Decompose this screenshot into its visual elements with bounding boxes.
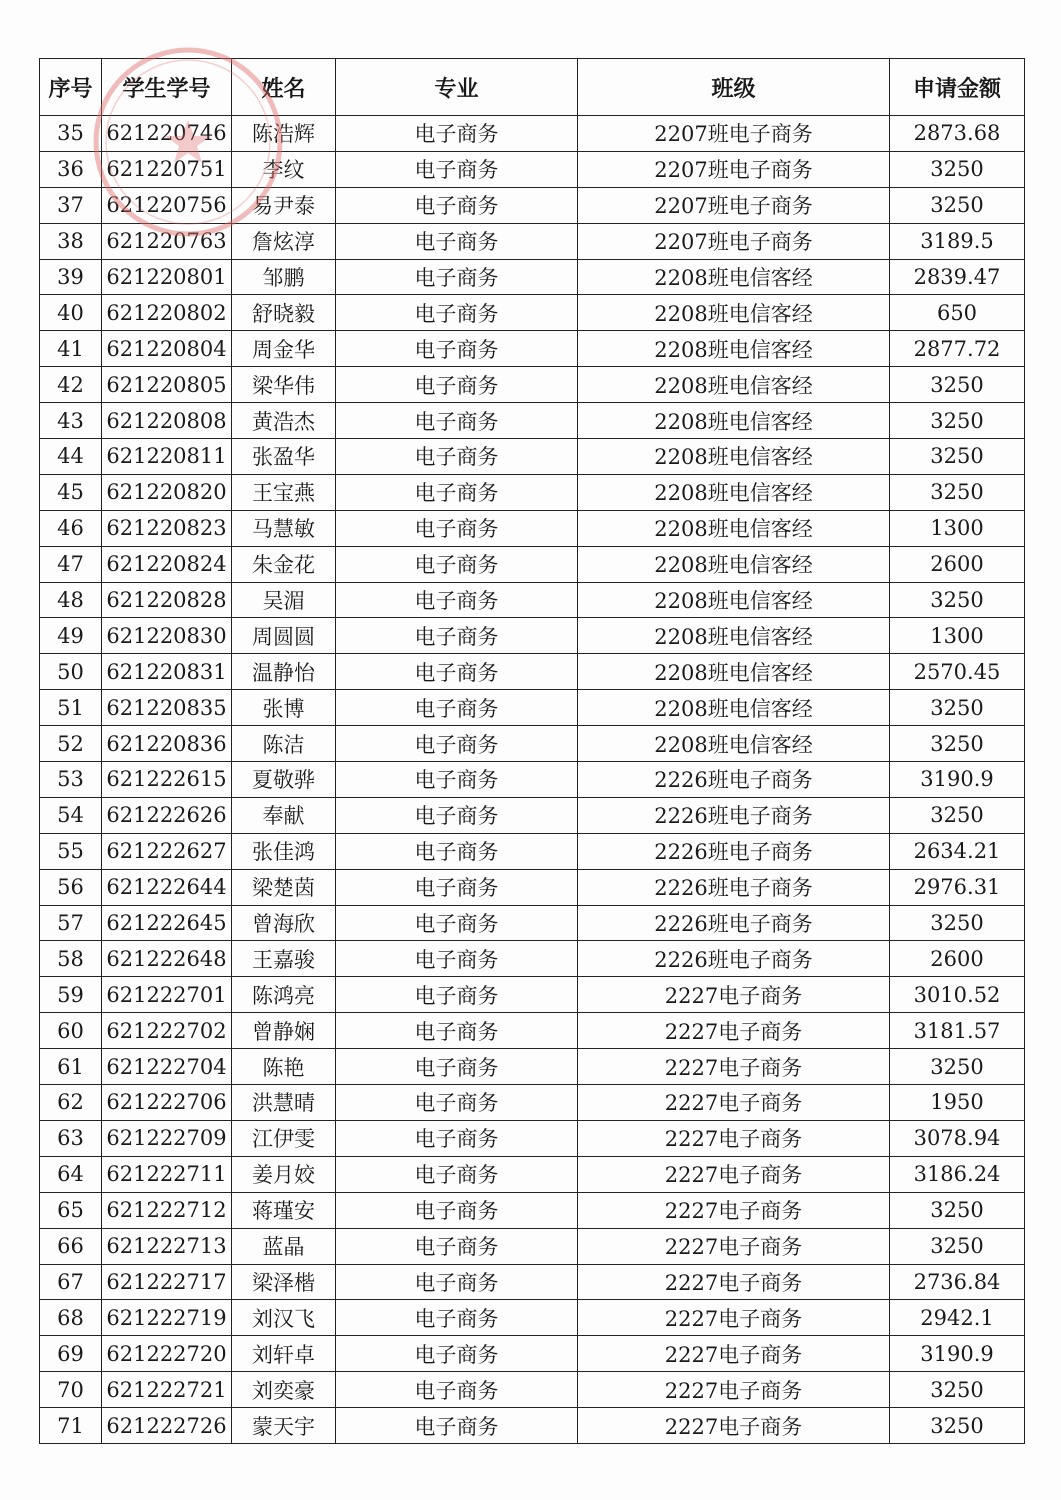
- cell-major: 电子商务: [336, 403, 578, 439]
- table-row: [40, 510, 1025, 546]
- cell-student-id: 621222713: [102, 1228, 232, 1264]
- table-row: [40, 1049, 1025, 1085]
- cell-class: 2227电子商务: [578, 1408, 890, 1444]
- cell-student-id: 621220835: [102, 690, 232, 726]
- header-major: 专业: [336, 59, 578, 116]
- table-row: [40, 187, 1025, 223]
- cell-student-id: 621222711: [102, 1156, 232, 1192]
- table-row: [40, 295, 1025, 331]
- cell-class: 2208班电信客经: [578, 582, 890, 618]
- table-row: [40, 259, 1025, 295]
- cell-student-id: 621220805: [102, 367, 232, 403]
- cell-amount: 3250: [890, 797, 1025, 833]
- cell-major: 电子商务: [336, 1013, 578, 1049]
- cell-index: 52: [40, 726, 102, 762]
- cell-amount: 2942.1: [890, 1300, 1025, 1336]
- cell-class: 2208班电信客经: [578, 546, 890, 582]
- cell-student-id: 621220830: [102, 618, 232, 654]
- cell-amount: 3250: [890, 905, 1025, 941]
- cell-index: 53: [40, 762, 102, 798]
- cell-class: 2226班电子商务: [578, 833, 890, 869]
- cell-major: 电子商务: [336, 762, 578, 798]
- cell-class: 2227电子商务: [578, 1085, 890, 1121]
- cell-index: 54: [40, 797, 102, 833]
- cell-student-id: 621220802: [102, 295, 232, 331]
- cell-index: 38: [40, 223, 102, 259]
- cell-class: 2208班电信客经: [578, 618, 890, 654]
- cell-student-id: 621220808: [102, 403, 232, 439]
- cell-student-id: 621222719: [102, 1300, 232, 1336]
- table-row: [40, 797, 1025, 833]
- table-row: [40, 1264, 1025, 1300]
- cell-amount: 3250: [890, 1192, 1025, 1228]
- cell-index: 63: [40, 1120, 102, 1156]
- cell-index: 47: [40, 546, 102, 582]
- cell-amount: 2600: [890, 941, 1025, 977]
- cell-student-id: 621222717: [102, 1264, 232, 1300]
- cell-amount: 2976.31: [890, 869, 1025, 905]
- cell-major: 电子商务: [336, 869, 578, 905]
- header-row: [40, 59, 1025, 116]
- cell-student-id: 621220831: [102, 654, 232, 690]
- table-row: [40, 116, 1025, 152]
- cell-major: 电子商务: [336, 510, 578, 546]
- cell-student-id: 621222644: [102, 869, 232, 905]
- cell-student-id: 621220763: [102, 223, 232, 259]
- table-row: [40, 1408, 1025, 1444]
- cell-amount: 3250: [890, 690, 1025, 726]
- cell-class: 2227电子商务: [578, 1013, 890, 1049]
- cell-index: 60: [40, 1013, 102, 1049]
- cell-amount: 3250: [890, 367, 1025, 403]
- cell-class: 2207班电子商务: [578, 116, 890, 152]
- cell-major: 电子商务: [336, 223, 578, 259]
- cell-class: 2227电子商务: [578, 1372, 890, 1408]
- cell-class: 2227电子商务: [578, 1336, 890, 1372]
- cell-amount: 3250: [890, 1408, 1025, 1444]
- cell-amount: 3250: [890, 1372, 1025, 1408]
- cell-class: 2227电子商务: [578, 1300, 890, 1336]
- cell-student-id: 621222645: [102, 905, 232, 941]
- cell-class: 2226班电子商务: [578, 797, 890, 833]
- table-row: [40, 151, 1025, 187]
- cell-index: 57: [40, 905, 102, 941]
- cell-class: 2227电子商务: [578, 1156, 890, 1192]
- table-row: [40, 941, 1025, 977]
- cell-major: 电子商务: [336, 1336, 578, 1372]
- cell-amount: 3250: [890, 187, 1025, 223]
- cell-class: 2207班电子商务: [578, 187, 890, 223]
- cell-major: 电子商务: [336, 439, 578, 475]
- cell-major: 电子商务: [336, 1120, 578, 1156]
- cell-major: 电子商务: [336, 941, 578, 977]
- cell-major: 电子商务: [336, 833, 578, 869]
- cell-student-id: 621220756: [102, 187, 232, 223]
- cell-major: 电子商务: [336, 1085, 578, 1121]
- cell-name: 刘轩卓: [232, 1336, 336, 1372]
- table-row: [40, 1336, 1025, 1372]
- cell-index: 59: [40, 977, 102, 1013]
- cell-name: 洪慧晴: [232, 1085, 336, 1121]
- cell-index: 39: [40, 259, 102, 295]
- cell-name: 吴湄: [232, 582, 336, 618]
- table-row: [40, 1228, 1025, 1264]
- cell-index: 41: [40, 331, 102, 367]
- cell-class: 2208班电信客经: [578, 331, 890, 367]
- table-row: [40, 474, 1025, 510]
- cell-amount: 3250: [890, 403, 1025, 439]
- cell-name: 陈鸿亮: [232, 977, 336, 1013]
- cell-amount: 3186.24: [890, 1156, 1025, 1192]
- cell-class: 2226班电子商务: [578, 941, 890, 977]
- cell-class: 2227电子商务: [578, 1264, 890, 1300]
- cell-name: 梁泽楷: [232, 1264, 336, 1300]
- cell-student-id: 621222709: [102, 1120, 232, 1156]
- table-row: [40, 1300, 1025, 1336]
- cell-student-id: 621220801: [102, 259, 232, 295]
- cell-index: 65: [40, 1192, 102, 1228]
- table-header: [40, 59, 1025, 116]
- cell-name: 梁华伟: [232, 367, 336, 403]
- cell-name: 陈洁: [232, 726, 336, 762]
- cell-index: 48: [40, 582, 102, 618]
- cell-student-id: 621220836: [102, 726, 232, 762]
- cell-name: 王嘉骏: [232, 941, 336, 977]
- table-row: [40, 403, 1025, 439]
- cell-name: 温静怡: [232, 654, 336, 690]
- cell-name: 江伊雯: [232, 1120, 336, 1156]
- table-row: [40, 977, 1025, 1013]
- cell-class: 2208班电信客经: [578, 654, 890, 690]
- table-row: [40, 223, 1025, 259]
- table-row: [40, 654, 1025, 690]
- cell-student-id: 621220811: [102, 439, 232, 475]
- cell-major: 电子商务: [336, 187, 578, 223]
- cell-name: 陈浩辉: [232, 116, 336, 152]
- table-row: [40, 762, 1025, 798]
- cell-name: 张佳鸿: [232, 833, 336, 869]
- cell-major: 电子商务: [336, 1408, 578, 1444]
- table-row: [40, 1013, 1025, 1049]
- cell-class: 2208班电信客经: [578, 403, 890, 439]
- cell-index: 55: [40, 833, 102, 869]
- table-row: [40, 331, 1025, 367]
- cell-class: 2227电子商务: [578, 1049, 890, 1085]
- cell-class: 2227电子商务: [578, 1192, 890, 1228]
- table-row: [40, 546, 1025, 582]
- cell-major: 电子商务: [336, 1300, 578, 1336]
- cell-name: 姜月姣: [232, 1156, 336, 1192]
- table-row: [40, 905, 1025, 941]
- cell-amount: 3250: [890, 1049, 1025, 1085]
- cell-index: 51: [40, 690, 102, 726]
- cell-index: 56: [40, 869, 102, 905]
- cell-major: 电子商务: [336, 1372, 578, 1408]
- cell-index: 49: [40, 618, 102, 654]
- cell-index: 42: [40, 367, 102, 403]
- cell-name: 朱金花: [232, 546, 336, 582]
- cell-major: 电子商务: [336, 654, 578, 690]
- cell-index: 68: [40, 1300, 102, 1336]
- cell-index: 40: [40, 295, 102, 331]
- cell-index: 71: [40, 1408, 102, 1444]
- header-student-id: 学生学号: [102, 59, 232, 116]
- cell-name: 张博: [232, 690, 336, 726]
- table-row: [40, 726, 1025, 762]
- cell-student-id: 621222701: [102, 977, 232, 1013]
- header-amount: 申请金额: [890, 59, 1025, 116]
- cell-name: 李纹: [232, 151, 336, 187]
- cell-index: 66: [40, 1228, 102, 1264]
- cell-amount: 2634.21: [890, 833, 1025, 869]
- table-row: [40, 690, 1025, 726]
- cell-name: 王宝燕: [232, 474, 336, 510]
- cell-amount: 1300: [890, 618, 1025, 654]
- cell-class: 2227电子商务: [578, 1228, 890, 1264]
- cell-major: 电子商务: [336, 116, 578, 152]
- table-row: [40, 618, 1025, 654]
- table-row: [40, 1156, 1025, 1192]
- cell-amount: 3250: [890, 439, 1025, 475]
- cell-amount: 3190.9: [890, 1336, 1025, 1372]
- header-class: 班级: [578, 59, 890, 116]
- cell-major: 电子商务: [336, 905, 578, 941]
- cell-class: 2227电子商务: [578, 1120, 890, 1156]
- cell-student-id: 621222702: [102, 1013, 232, 1049]
- cell-class: 2208班电信客经: [578, 510, 890, 546]
- cell-index: 69: [40, 1336, 102, 1372]
- cell-student-id: 621222648: [102, 941, 232, 977]
- cell-student-id: 621222721: [102, 1372, 232, 1408]
- table-row: [40, 582, 1025, 618]
- cell-name: 张盈华: [232, 439, 336, 475]
- cell-major: 电子商务: [336, 1228, 578, 1264]
- cell-amount: 2839.47: [890, 259, 1025, 295]
- cell-index: 50: [40, 654, 102, 690]
- cell-major: 电子商务: [336, 1264, 578, 1300]
- cell-major: 电子商务: [336, 726, 578, 762]
- table-row: [40, 1372, 1025, 1408]
- cell-name: 詹炫淳: [232, 223, 336, 259]
- cell-name: 蒋瑾安: [232, 1192, 336, 1228]
- cell-student-id: 621222720: [102, 1336, 232, 1372]
- cell-amount: 2570.45: [890, 654, 1025, 690]
- cell-major: 电子商务: [336, 1192, 578, 1228]
- cell-class: 2227电子商务: [578, 977, 890, 1013]
- cell-amount: 3250: [890, 726, 1025, 762]
- student-list-table: [39, 58, 1025, 1444]
- table-row: [40, 833, 1025, 869]
- table-body: [40, 116, 1025, 1444]
- cell-name: 夏敬骅: [232, 762, 336, 798]
- cell-name: 刘汉飞: [232, 1300, 336, 1336]
- cell-name: 舒晓毅: [232, 295, 336, 331]
- cell-major: 电子商务: [336, 690, 578, 726]
- cell-amount: 2600: [890, 546, 1025, 582]
- cell-index: 46: [40, 510, 102, 546]
- cell-index: 70: [40, 1372, 102, 1408]
- cell-student-id: 621220804: [102, 331, 232, 367]
- cell-student-id: 621222615: [102, 762, 232, 798]
- cell-name: 奉献: [232, 797, 336, 833]
- cell-class: 2208班电信客经: [578, 367, 890, 403]
- cell-major: 电子商务: [336, 546, 578, 582]
- cell-class: 2208班电信客经: [578, 295, 890, 331]
- cell-amount: 3190.9: [890, 762, 1025, 798]
- cell-amount: 3250: [890, 474, 1025, 510]
- cell-index: 64: [40, 1156, 102, 1192]
- cell-class: 2208班电信客经: [578, 726, 890, 762]
- cell-index: 45: [40, 474, 102, 510]
- table-row: [40, 869, 1025, 905]
- cell-name: 易尹泰: [232, 187, 336, 223]
- cell-index: 43: [40, 403, 102, 439]
- cell-name: 曾静娴: [232, 1013, 336, 1049]
- header-index: 序号: [40, 59, 102, 116]
- cell-index: 35: [40, 116, 102, 152]
- cell-name: 马慧敏: [232, 510, 336, 546]
- cell-name: 黄浩杰: [232, 403, 336, 439]
- cell-class: 2208班电信客经: [578, 474, 890, 510]
- cell-index: 44: [40, 439, 102, 475]
- cell-class: 2207班电子商务: [578, 151, 890, 187]
- cell-major: 电子商务: [336, 977, 578, 1013]
- cell-amount: 2877.72: [890, 331, 1025, 367]
- cell-class: 2208班电信客经: [578, 690, 890, 726]
- table-row: [40, 1120, 1025, 1156]
- cell-student-id: 621222706: [102, 1085, 232, 1121]
- cell-student-id: 621220828: [102, 582, 232, 618]
- cell-major: 电子商务: [336, 367, 578, 403]
- cell-major: 电子商务: [336, 1049, 578, 1085]
- cell-name: 刘奕豪: [232, 1372, 336, 1408]
- table-row: [40, 1085, 1025, 1121]
- header-name: 姓名: [232, 59, 336, 116]
- cell-student-id: 621220820: [102, 474, 232, 510]
- cell-amount: 3010.52: [890, 977, 1025, 1013]
- cell-class: 2207班电子商务: [578, 223, 890, 259]
- cell-class: 2226班电子商务: [578, 869, 890, 905]
- cell-student-id: 621222726: [102, 1408, 232, 1444]
- cell-major: 电子商务: [336, 151, 578, 187]
- cell-major: 电子商务: [336, 797, 578, 833]
- cell-student-id: 621220751: [102, 151, 232, 187]
- cell-name: 邹鹏: [232, 259, 336, 295]
- cell-name: 曾海欣: [232, 905, 336, 941]
- cell-student-id: 621222704: [102, 1049, 232, 1085]
- cell-major: 电子商务: [336, 618, 578, 654]
- cell-amount: 3250: [890, 1228, 1025, 1264]
- cell-student-id: 621220823: [102, 510, 232, 546]
- table-row: [40, 367, 1025, 403]
- cell-class: 2226班电子商务: [578, 762, 890, 798]
- cell-index: 62: [40, 1085, 102, 1121]
- cell-class: 2226班电子商务: [578, 905, 890, 941]
- cell-amount: 3078.94: [890, 1120, 1025, 1156]
- cell-index: 37: [40, 187, 102, 223]
- cell-student-id: 621222712: [102, 1192, 232, 1228]
- cell-name: 周圆圆: [232, 618, 336, 654]
- cell-amount: 1950: [890, 1085, 1025, 1121]
- cell-major: 电子商务: [336, 331, 578, 367]
- cell-amount: 3250: [890, 582, 1025, 618]
- cell-student-id: 621222626: [102, 797, 232, 833]
- cell-major: 电子商务: [336, 474, 578, 510]
- cell-name: 周金华: [232, 331, 336, 367]
- cell-index: 58: [40, 941, 102, 977]
- cell-amount: 650: [890, 295, 1025, 331]
- cell-name: 蒙天宇: [232, 1408, 336, 1444]
- cell-class: 2208班电信客经: [578, 259, 890, 295]
- cell-index: 67: [40, 1264, 102, 1300]
- cell-major: 电子商务: [336, 582, 578, 618]
- cell-amount: 3181.57: [890, 1013, 1025, 1049]
- cell-major: 电子商务: [336, 295, 578, 331]
- cell-amount: 1300: [890, 510, 1025, 546]
- cell-amount: 3189.5: [890, 223, 1025, 259]
- cell-amount: 2873.68: [890, 116, 1025, 152]
- cell-name: 梁楚茵: [232, 869, 336, 905]
- cell-amount: 3250: [890, 151, 1025, 187]
- cell-student-id: 621220824: [102, 546, 232, 582]
- cell-major: 电子商务: [336, 1156, 578, 1192]
- table-row: [40, 439, 1025, 475]
- cell-name: 陈艳: [232, 1049, 336, 1085]
- cell-major: 电子商务: [336, 259, 578, 295]
- cell-class: 2208班电信客经: [578, 439, 890, 475]
- cell-index: 36: [40, 151, 102, 187]
- cell-student-id: 621222627: [102, 833, 232, 869]
- cell-index: 61: [40, 1049, 102, 1085]
- table-row: [40, 1192, 1025, 1228]
- cell-name: 蓝晶: [232, 1228, 336, 1264]
- cell-amount: 2736.84: [890, 1264, 1025, 1300]
- cell-student-id: 621220746: [102, 116, 232, 152]
